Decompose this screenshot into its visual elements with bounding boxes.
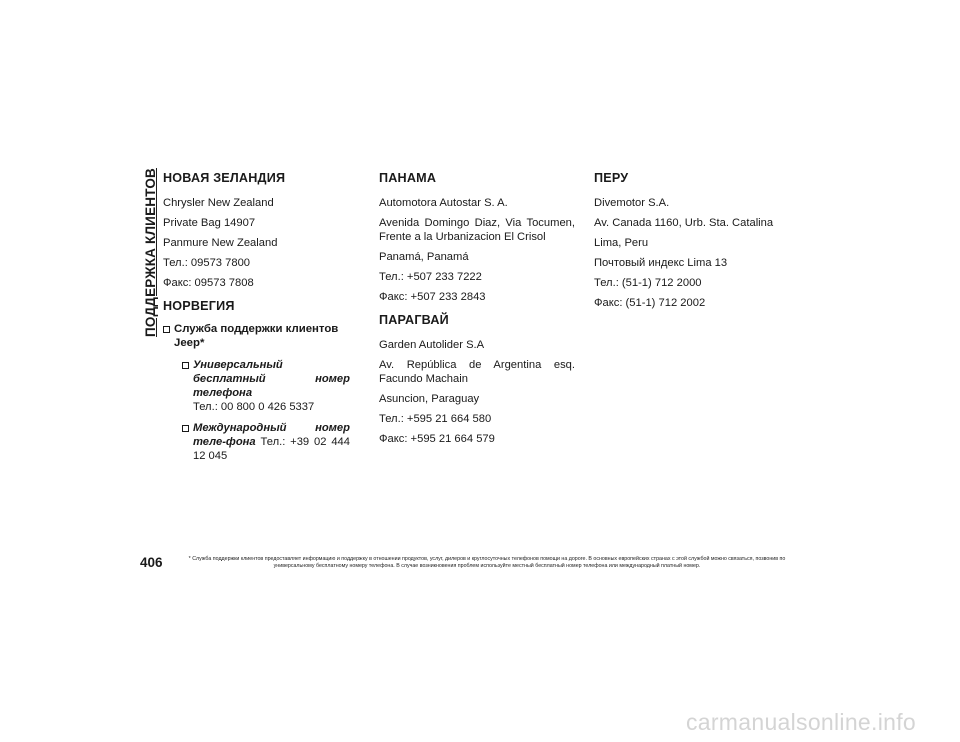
peru-line-4: Почтовый индекс Lima 13 [594,257,728,269]
nz-line-1: Chrysler New Zealand [163,197,274,209]
intl-number-phone: Тел.: +39 02 444 12 045 [193,436,351,462]
panama-line-1: Automotora Autostar S. A. [379,197,508,209]
paraguay-line-1: Garden Autolider S.A [379,339,485,351]
column-1 [163,171,350,470]
paraguay-line-2: Av. República de Argentina esq. Facundo Machain [379,359,575,385]
norway-universal-row [163,358,350,414]
nz-line-5: Факс: 09573 7808 [163,277,254,289]
nz-line-3: Panmure New Zealand [163,237,278,249]
heading-panama: ПАНАМА [379,171,437,185]
panama-line-3: Panamá, Panamá [379,251,469,263]
side-tab [139,167,161,337]
peru-line-2: Av. Canada 1160, Urb. Sta. Catalina [594,217,774,229]
side-tab-label: ПОДДЕРЖКА КЛИЕНТОВ [142,167,158,337]
nz-line-2: Private Bag 14907 [163,217,256,229]
paraguay-line-3: Asuncion, Paraguay [379,393,480,405]
nz-line-4: Тел.: 09573 7800 [163,257,251,269]
norway-service-row [163,322,350,350]
peru-line-1: Divemotor S.A. [594,197,670,209]
norway-intl-row [163,421,350,463]
panama-line-4: Тел.: +507 233 7222 [379,271,482,283]
paraguay-line-4: Тел.: +595 21 664 580 [379,413,492,425]
peru-line-3: Lima, Peru [594,237,649,249]
footnote: * Служба поддержки клиентов предоставляет информацию и поддержку в отношении продуктов, услуг, дилеров и круглосуточных телефонов помощи на дороге. В основных европейских странах с этой службой можно связаться, позвонив по универсальному бесплатному номеру телефона. В случае возникновения проблем используйте местный бесплатный номер телефона или международный платный номер. [188,556,786,569]
column-2 [379,171,575,452]
heading-paraguay: ПАРАГВАЙ [379,313,449,327]
peru-line-5: Тел.: (51-1) 712 2000 [594,277,702,289]
watermark: carmanualsonline.info [685,709,916,735]
square-bullet-icon [182,425,189,432]
square-bullet-icon [182,362,189,369]
universal-number-phone: Тел.: 00 800 0 426 5337 [193,401,315,413]
panama-line-5: Факс: +507 233 2843 [379,291,486,303]
heading-norway: НОРВЕГИЯ [163,299,235,313]
panama-line-2: Avenida Domingo Diaz, Via Tocumen, Frente a la Urbanizacion El Crisol [379,217,575,243]
intl-number-label: Международный номер теле-фона [193,422,350,448]
square-bullet-icon [163,326,170,333]
paraguay-line-5: Факс: +595 21 664 579 [379,433,495,445]
heading-peru: ПЕРУ [594,171,629,185]
norway-service: Служба поддержки клиентов Jeep* [174,323,339,349]
universal-number-label: Универсальный бесплатный номер телефона [193,359,350,399]
page-number: 406 [140,555,163,570]
column-3 [594,171,794,316]
peru-line-6: Факс: (51-1) 712 2002 [594,297,706,309]
heading-new-zealand: НОВАЯ ЗЕЛАНДИЯ [163,171,286,185]
